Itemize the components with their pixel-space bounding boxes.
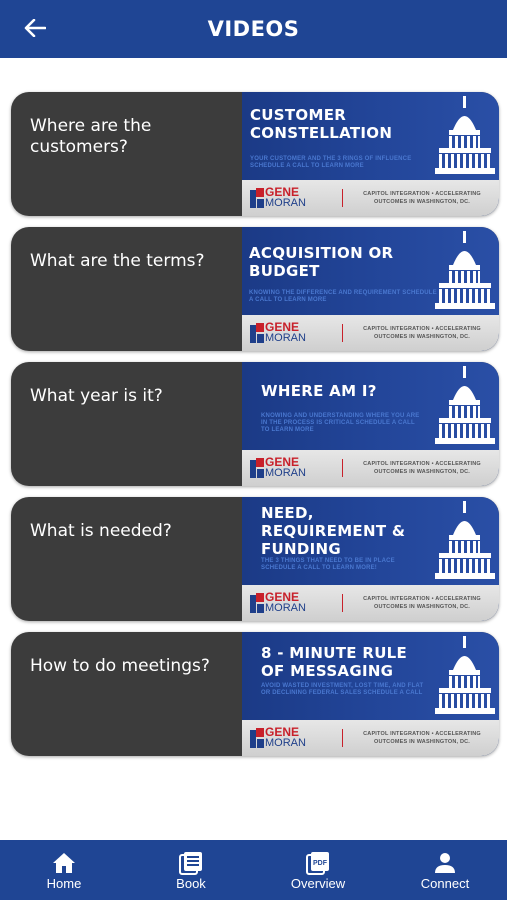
logo-mark-icon <box>250 593 264 613</box>
thumbnail-subtitle: AVOID WASTED INVESTMENT, LOST TIME, AND FLAT OR DECLINING FEDERAL SALES SCHEDULE A CALL <box>261 683 424 696</box>
bottom-tab-bar <box>0 840 507 900</box>
gene-moran-logo <box>250 726 308 750</box>
thumbnail-title: NEED, REQUIREMENT & FUNDING <box>261 504 406 558</box>
thumbnail-subtitle: KNOWING AND UNDERSTANDING WHERE YOU ARE IN THE PROCESS IS CRITICAL SCHEDULE A CALL TO LEARN MORE <box>261 413 420 433</box>
logo-text-moran: MORAN <box>265 197 306 209</box>
tab-home[interactable] <box>9 840 119 900</box>
svg-text:PDF: PDF <box>313 860 327 867</box>
video-card-customers[interactable] <box>11 92 499 216</box>
tab-label: Home <box>46 876 82 891</box>
capitol-dome-icon <box>433 366 497 450</box>
home-icon <box>52 852 76 874</box>
gene-moran-logo <box>250 591 308 615</box>
gene-moran-logo <box>250 321 308 345</box>
thumbnail-title: CUSTOMER CONSTELLATION <box>250 106 393 142</box>
capitol-dome-icon <box>433 96 497 180</box>
logo-mark-icon <box>250 323 264 343</box>
video-card-year[interactable] <box>11 362 499 486</box>
tab-label: Connect <box>420 876 470 891</box>
video-thumbnail[interactable] <box>242 632 499 756</box>
thumbnail-tagline: CAPITOL INTEGRATION • ACCELERATING OUTCOMES IN WASHINGTON, DC. <box>363 731 481 745</box>
divider <box>342 189 343 207</box>
logo-text-moran: MORAN <box>265 602 306 614</box>
thumbnail-footer <box>242 450 499 486</box>
video-question: What year is it? <box>30 386 163 406</box>
video-thumbnail[interactable] <box>242 227 499 351</box>
thumbnail-title: WHERE AM I? <box>261 382 377 400</box>
tab-label: Book <box>176 876 206 891</box>
gene-moran-logo <box>250 456 308 480</box>
thumbnail-subtitle: YOUR CUSTOMER AND THE 3 RINGS OF INFLUENCE SCHEDULE A CALL TO LEARN MORE <box>250 156 412 169</box>
thumbnail-tagline: CAPITOL INTEGRATION • ACCELERATING OUTCOMES IN WASHINGTON, DC. <box>363 461 481 475</box>
thumbnail-tagline: CAPITOL INTEGRATION • ACCELERATING OUTCOMES IN WASHINGTON, DC. <box>363 326 481 340</box>
logo-text-gene: GENE <box>265 725 300 739</box>
gene-moran-logo <box>250 186 308 210</box>
thumbnail-tagline: CAPITOL INTEGRATION • ACCELERATING OUTCOMES IN WASHINGTON, DC. <box>363 596 481 610</box>
thumbnail-title: ACQUISITION OR BUDGET <box>249 244 394 280</box>
divider <box>342 729 343 747</box>
video-thumbnail[interactable] <box>242 362 499 486</box>
pdf-icon <box>306 851 330 875</box>
tab-label: Overview <box>290 876 346 891</box>
thumbnail-footer <box>242 315 499 351</box>
logo-text-gene: GENE <box>265 320 300 334</box>
video-question: How to do meetings? <box>30 656 210 676</box>
logo-mark-icon <box>250 188 264 208</box>
logo-text-moran: MORAN <box>265 467 306 479</box>
logo-text-gene: GENE <box>265 455 300 469</box>
tab-book[interactable] <box>136 840 246 900</box>
video-card-terms[interactable] <box>11 227 499 351</box>
thumbnail-subtitle: THE 3 THINGS THAT NEED TO BE IN PLACE SCHEDULE A CALL TO LEARN MORE! <box>261 558 395 571</box>
capitol-dome-icon <box>433 501 497 585</box>
page-title: VIDEOS <box>207 17 300 41</box>
video-question: Where are the customers? <box>30 116 152 157</box>
logo-mark-icon <box>250 728 264 748</box>
book-icon <box>179 851 203 875</box>
arrow-left-icon <box>24 19 46 37</box>
thumbnail-footer <box>242 585 499 621</box>
divider <box>342 324 343 342</box>
logo-text-gene: GENE <box>265 185 300 199</box>
tab-overview[interactable] <box>263 840 373 900</box>
thumbnail-footer <box>242 720 499 756</box>
logo-text-gene: GENE <box>265 590 300 604</box>
back-button[interactable] <box>20 14 50 42</box>
person-icon <box>434 852 456 874</box>
tab-connect[interactable] <box>390 840 500 900</box>
logo-mark-icon <box>250 458 264 478</box>
video-card-meetings[interactable] <box>11 632 499 756</box>
video-question: What is needed? <box>30 521 172 541</box>
thumbnail-footer <box>242 180 499 216</box>
logo-text-moran: MORAN <box>265 332 306 344</box>
logo-text-moran: MORAN <box>265 737 306 749</box>
capitol-dome-icon <box>433 231 497 315</box>
divider <box>342 459 343 477</box>
thumbnail-title: 8 - MINUTE RULE OF MESSAGING <box>261 644 408 680</box>
thumbnail-tagline: CAPITOL INTEGRATION • ACCELERATING OUTCOMES IN WASHINGTON, DC. <box>363 191 481 205</box>
video-thumbnail[interactable] <box>242 92 499 216</box>
divider <box>342 594 343 612</box>
thumbnail-subtitle: KNOWING THE DIFFERENCE AND REQUIREMENT SCHEDULE A CALL TO LEARN MORE <box>249 290 437 303</box>
video-card-needed[interactable] <box>11 497 499 621</box>
app-header <box>0 0 507 58</box>
video-thumbnail[interactable] <box>242 497 499 621</box>
capitol-dome-icon <box>433 636 497 720</box>
video-question: What are the terms? <box>30 251 205 271</box>
